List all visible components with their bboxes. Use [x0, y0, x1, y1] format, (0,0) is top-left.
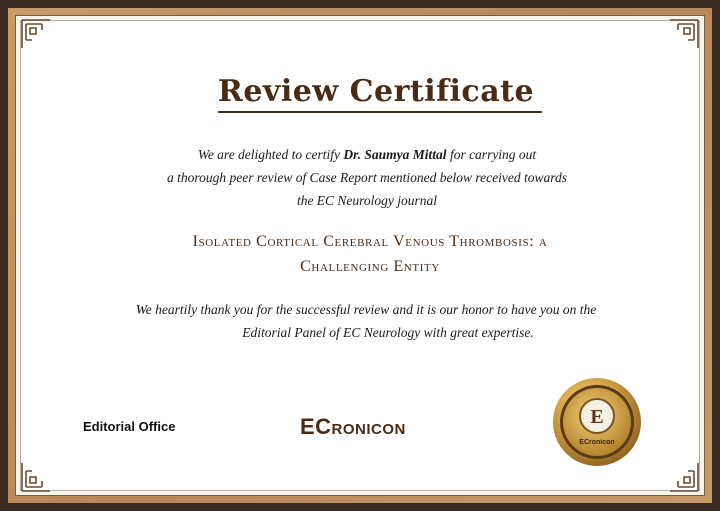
intro-prefix: We are delighted to certify [197, 147, 344, 162]
seal-letter: E [590, 406, 604, 428]
report-title [0, 229, 720, 279]
corner-ornament-icon [20, 453, 60, 493]
certification-statement [0, 143, 720, 212]
report-title-line-2: Challenging Entity [300, 258, 440, 275]
brand-wordmark: ECronicon [300, 414, 406, 439]
intro-suffix: for carrying out [446, 147, 537, 162]
corner-ornament-icon [20, 18, 60, 58]
thanks-line-2: Editorial Panel of EC Neurology with great expertise. [242, 325, 534, 340]
thanks-statement [0, 298, 720, 344]
gold-seal-icon [551, 376, 643, 468]
certificate-title [0, 74, 720, 113]
certificate-title-text: Review Certificate [218, 75, 542, 113]
corner-ornament-icon [660, 453, 700, 493]
editorial-office-label: Editorial Office [83, 419, 176, 434]
report-title-line-1: Isolated Cortical Cerebral Venous Thrombosis: a [192, 233, 548, 250]
intro-line-3: the EC Neurology journal [296, 193, 438, 208]
intro-line-2: a thorough peer review of Case Report mentioned below received towards [167, 170, 567, 185]
thanks-line-1: We heartily thank you for the successful review and it is our honor to have you on the [135, 302, 597, 317]
seal-text: ECronicon [579, 439, 615, 446]
corner-ornament-icon [660, 18, 700, 58]
reviewer-name: Dr. Saumya Mittal [343, 147, 447, 162]
